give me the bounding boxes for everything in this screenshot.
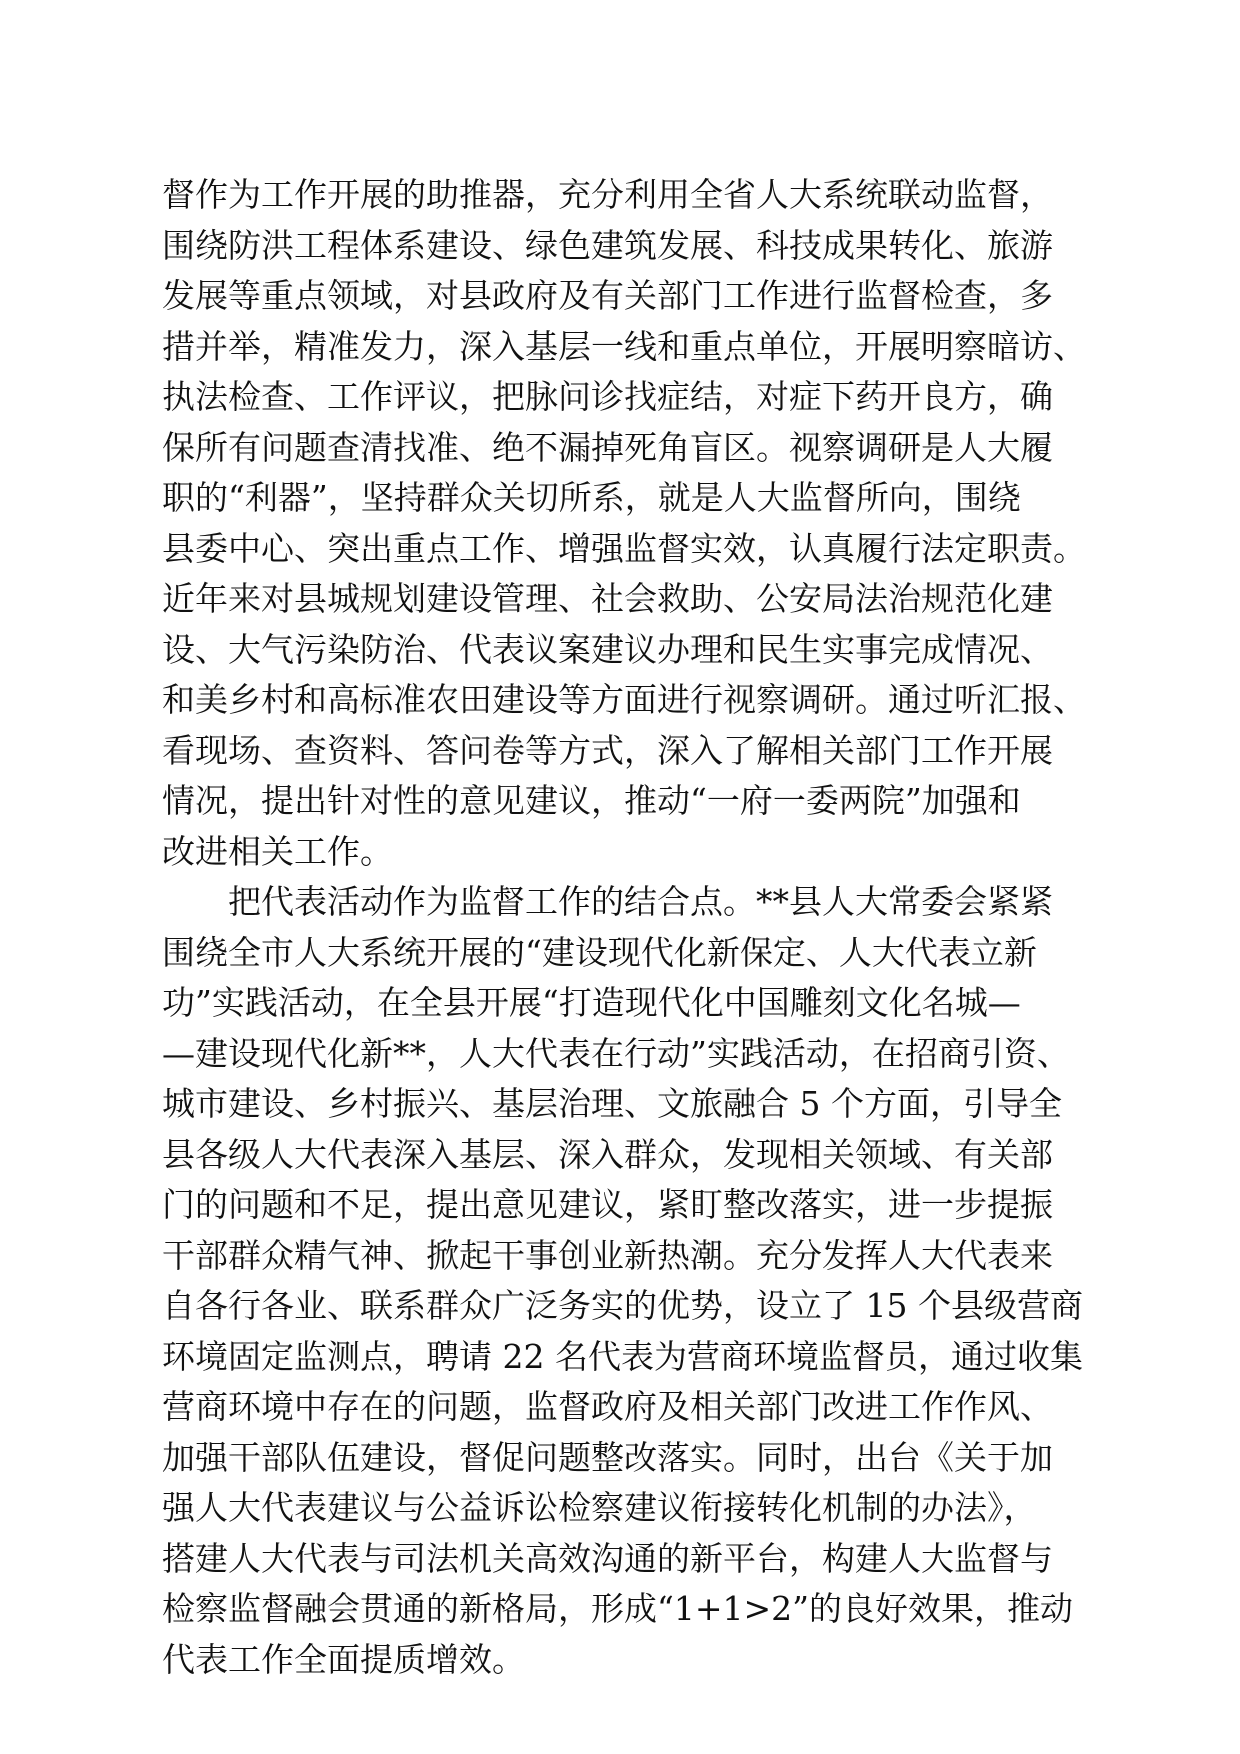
paragraph-line: 围绕全市人大系统开展的“建设现代化新保定、人大代表立新 bbox=[162, 932, 1037, 972]
paragraph-line: 和美乡村和高标准农田建设等方面进行视察调研。通过听汇报、 bbox=[162, 680, 1086, 719]
paragraph-line: 干部群众精气神、掀起干事创业新热潮。充分发挥人大代表来 bbox=[162, 1235, 1053, 1275]
paragraph-line: 改进相关工作。 bbox=[162, 831, 393, 871]
paragraph-1 bbox=[162, 170, 1086, 877]
paragraph-line: 县各级人大代表深入基层、深入群众，发现相关领域、有关部 bbox=[162, 1134, 1053, 1174]
paragraph-line: 督作为工作开展的助推器，充分利用全省人大系统联动监督， bbox=[162, 175, 1053, 214]
paragraph-line: 强人大代表建议与公益诉讼检察建议衔接转化机制的办法》， bbox=[162, 1488, 1037, 1527]
paragraph-line: 围绕防洪工程体系建设、绿色建筑发展、科技成果转化、旅游 bbox=[162, 225, 1053, 265]
paragraph-line: 加强干部队伍建设，督促问题整改落实。同时，出台《关于加 bbox=[162, 1437, 1053, 1477]
paragraph-line: 功”实践活动，在全县开展“打造现代化中国雕刻文化名城— bbox=[162, 983, 1021, 1022]
paragraph-line: 近年来对县城规划建设管理、社会救助、公安局法治规范化建 bbox=[162, 579, 1053, 618]
paragraph-line: 营商环境中存在的问题，监督政府及相关部门改进工作作风、 bbox=[162, 1387, 1053, 1426]
paragraph-line: 设、大气污染防治、代表议案建议办理和民生实事完成情况、 bbox=[162, 629, 1053, 669]
paragraph-line: 看现场、查资料、答问卷等方式，深入了解相关部门工作开展 bbox=[162, 730, 1053, 770]
document-body bbox=[162, 170, 1086, 1685]
paragraph-line: —建设现代化新**，人大代表在行动”实践活动，在招商引资、 bbox=[162, 1033, 1070, 1073]
paragraph-line: 职的“利器”，坚持群众关切所系，就是人大监督所向，围绕 bbox=[162, 478, 1021, 517]
paragraph-2 bbox=[162, 877, 1082, 1685]
paragraph-line: 保所有问题查清找准、绝不漏掉死角盲区。视察调研是人大履 bbox=[162, 427, 1053, 467]
paragraph-line: 代表工作全面提质增效。 bbox=[162, 1639, 525, 1679]
paragraph-line: 执法检查、工作评议，把脉问诊找症结，对症下药开良方，确 bbox=[162, 377, 1053, 416]
paragraph-line: 城市建设、乡村振兴、基层治理、文旅融合 5 个方面，引导全 bbox=[162, 1084, 1062, 1123]
paragraph-line: 情况，提出针对性的意见建议，推动“一府一委两院”加强和 bbox=[162, 781, 1021, 820]
paragraph-line: 检察监督融会贯通的新格局，形成“1+1>2”的良好效果，推动 bbox=[162, 1589, 1074, 1628]
paragraph-line: 环境固定监测点，聘请 22 名代表为营商环境监督员，通过收集 bbox=[162, 1336, 1083, 1376]
paragraph-line: 门的问题和不足，提出意见建议，紧盯整改落实，进一步提振 bbox=[162, 1185, 1053, 1224]
paragraph-line-first: 把代表活动作为监督工作的结合点。**县人大常委会紧紧 bbox=[228, 882, 1053, 921]
paragraph-line: 搭建人大代表与司法机关高效沟通的新平台，构建人大监督与 bbox=[162, 1538, 1053, 1578]
paragraph-line: 措并举，精准发力，深入基层一线和重点单位，开展明察暗访、 bbox=[162, 326, 1086, 366]
paragraph-line: 发展等重点领域，对县政府及有关部门工作进行监督检查，多 bbox=[162, 276, 1053, 315]
paragraph-line: 县委中心、突出重点工作、增强监督实效，认真履行法定职责。 bbox=[162, 528, 1086, 568]
paragraph-line: 自各行各业、联系群众广泛务实的优势，设立了 15 个县级营商 bbox=[162, 1286, 1083, 1325]
